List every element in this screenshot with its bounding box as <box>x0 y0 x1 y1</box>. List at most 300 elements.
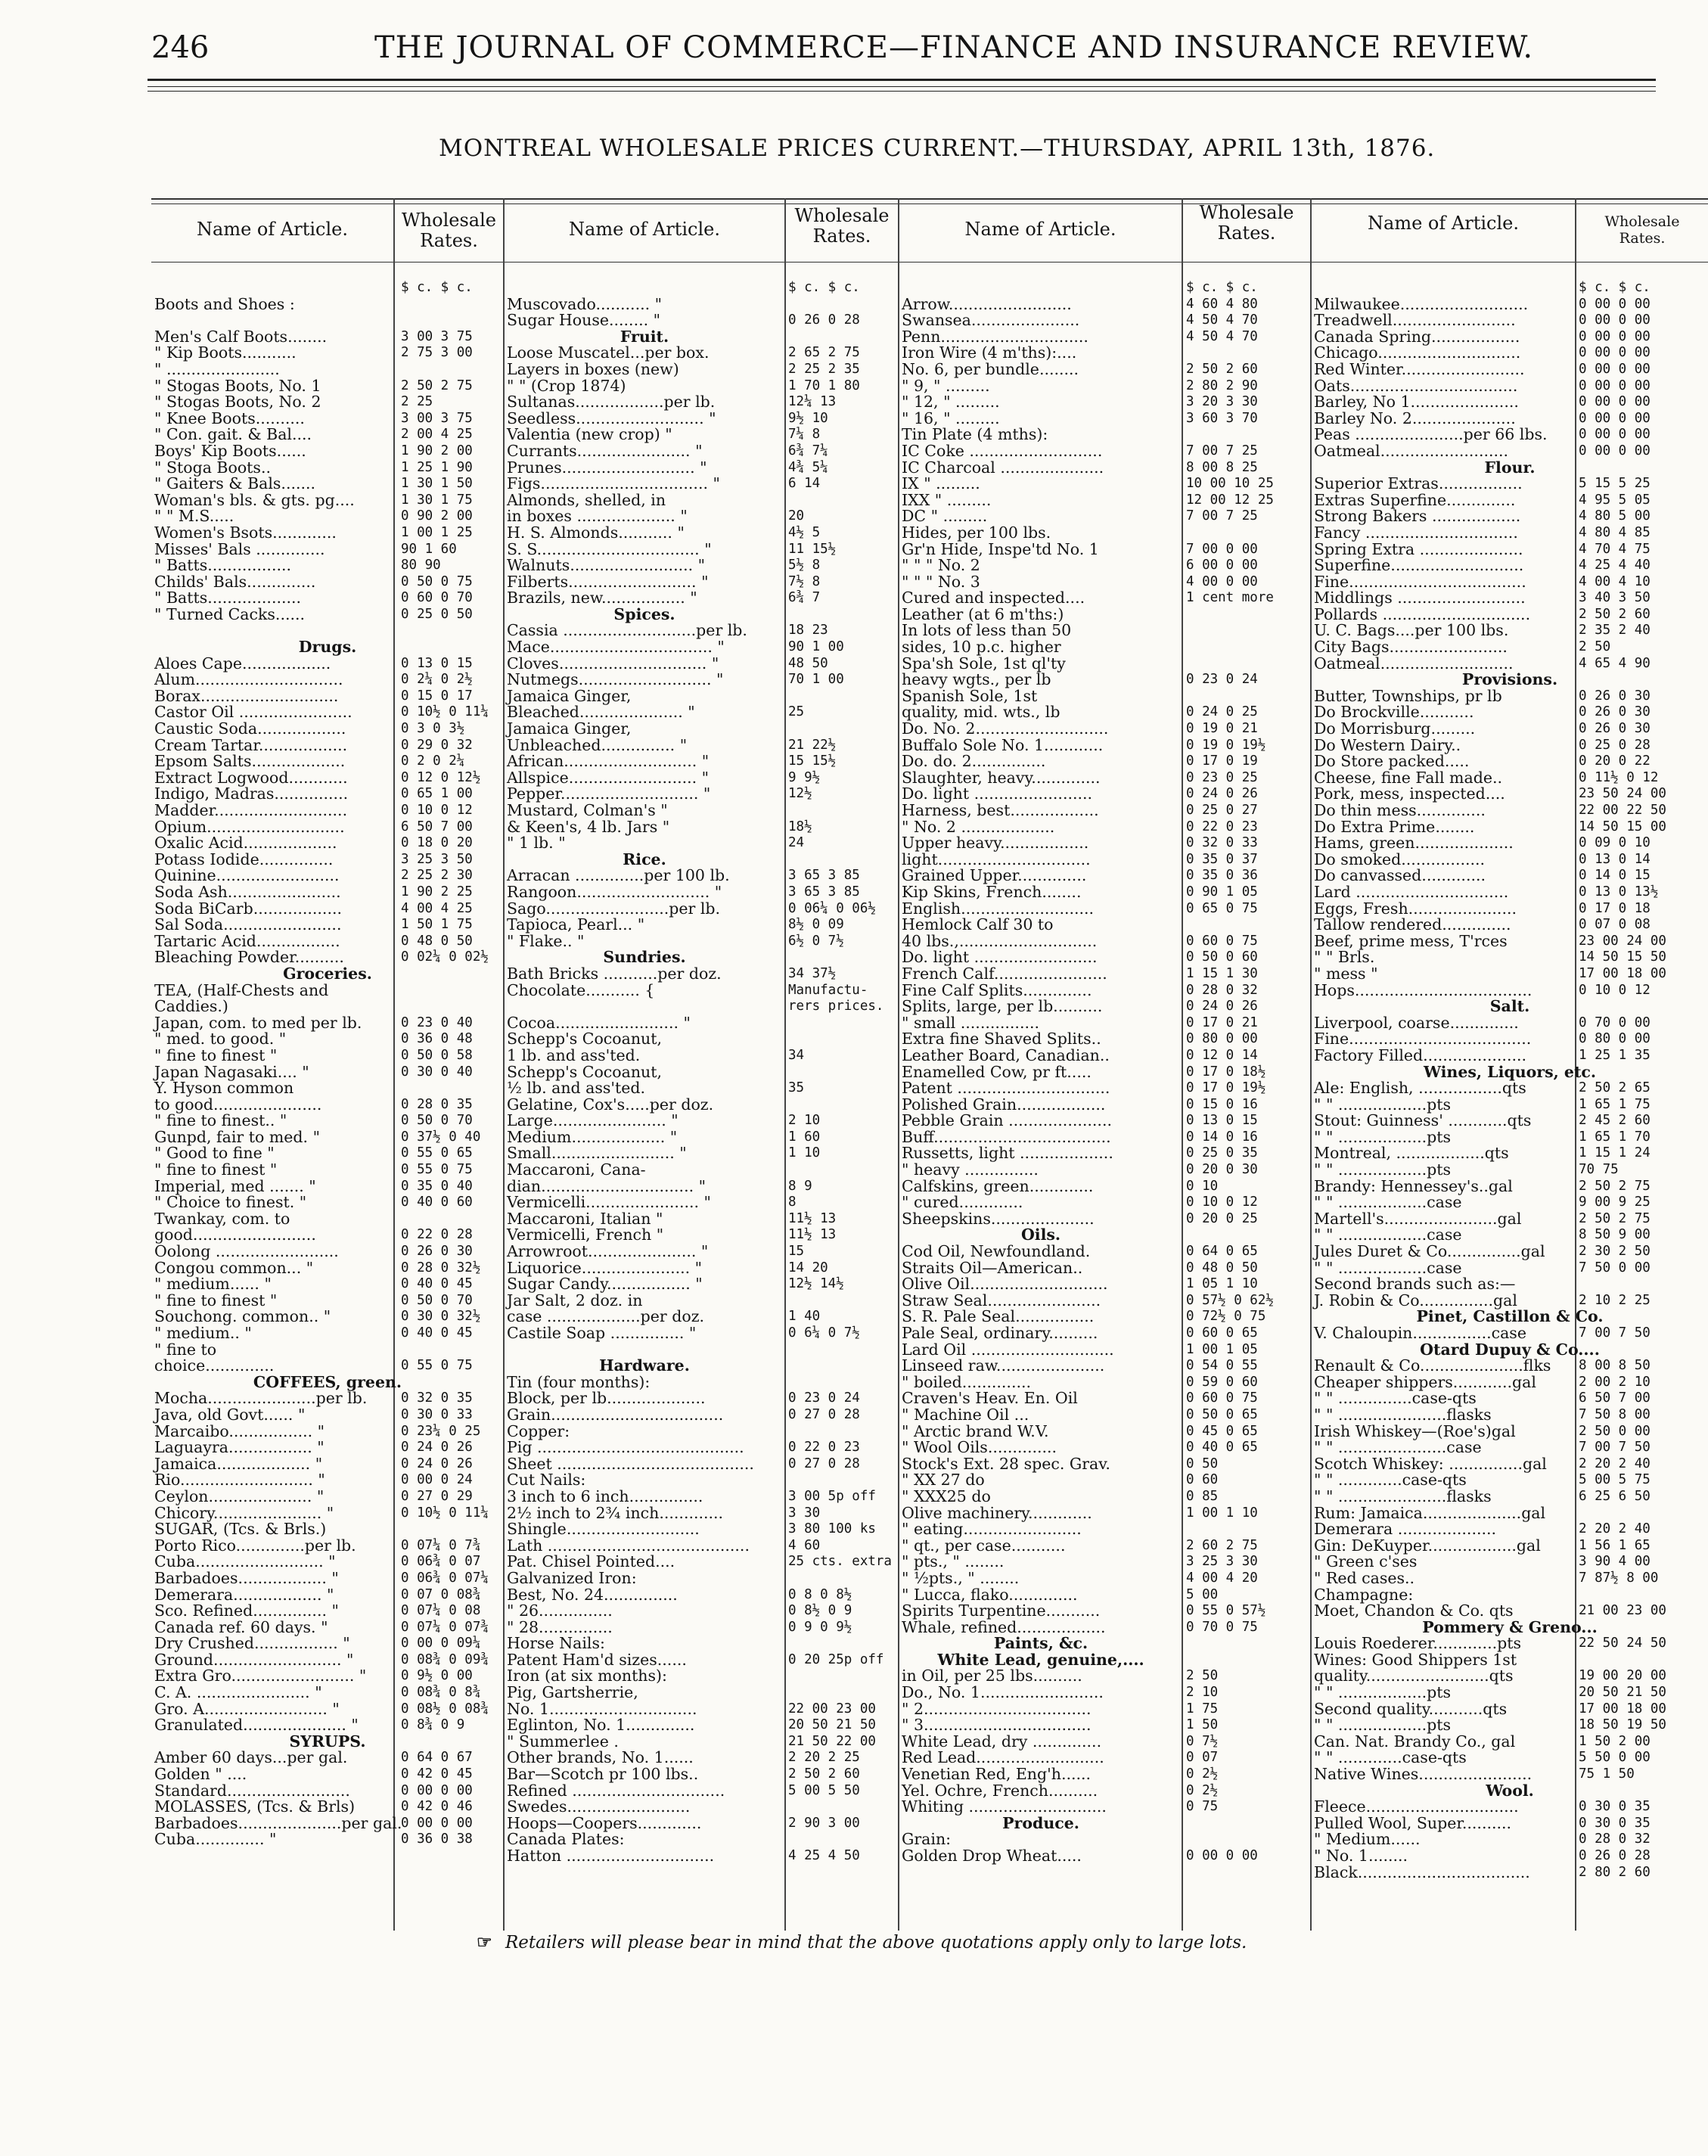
article-name: good......................... <box>154 1226 316 1244</box>
article-name: Childs' Bals.............. <box>154 572 316 591</box>
wholesale-rate: 22 00 22 50 <box>1579 803 1666 818</box>
price-row <box>154 1456 501 1473</box>
price-row <box>154 1129 501 1146</box>
article-name: & Keen's, 4 lb. Jars " <box>507 817 670 836</box>
wholesale-rate: 6 14 <box>788 476 821 492</box>
wholesale-rate: 0 00 0 00 <box>1186 1848 1258 1863</box>
article-name: " Kip Boots........... <box>154 343 297 362</box>
price-row <box>1314 329 1706 346</box>
price-row <box>507 638 844 657</box>
wholesale-rate: 0 25 0 28 <box>1579 737 1651 753</box>
col-divider <box>1310 198 1312 1931</box>
wholesale-rate: 1 50 <box>1186 1717 1219 1733</box>
article-name: " Arctic brand W.V. <box>902 1421 1049 1440</box>
wholesale-rate: 4 60 4 80 <box>1186 296 1258 312</box>
wholesale-rate: 0 08¾ 0 09¾ <box>401 1651 489 1667</box>
price-row <box>507 572 821 591</box>
price-row <box>507 1176 812 1195</box>
wholesale-rate: 4 70 4 75 <box>1579 541 1651 557</box>
price-row <box>507 1765 860 1784</box>
price-row <box>507 1097 782 1114</box>
article-name: " " ..................pts <box>1314 1160 1452 1179</box>
article-name: Misses' Bals .............. <box>154 539 325 558</box>
price-row <box>154 1064 501 1081</box>
article-name: Cassia ...........................per lb. <box>507 621 747 640</box>
wholesale-rate: 2 65 2 75 <box>788 345 860 361</box>
header-rule-thin <box>148 86 1656 87</box>
wholesale-rate: 0 48 0 50 <box>1186 1260 1258 1275</box>
article-name: Do. light ......................... <box>902 948 1098 967</box>
article-name: Quinine......................... <box>154 866 340 885</box>
wholesale-rate: 0 17 0 19 <box>1186 753 1258 769</box>
wholesale-rate: 0 35 0 36 <box>1186 868 1258 884</box>
price-row <box>1314 508 1706 525</box>
article-name: Cheaper shippers............gal <box>1314 1372 1536 1391</box>
wholesale-rate: 90 1 00 <box>788 639 844 655</box>
price-row <box>1314 1750 1706 1766</box>
article-name: Rice. <box>623 850 666 868</box>
wholesale-rate: 3 25 3 50 <box>401 851 473 867</box>
article-name: Fine.................................... <box>1314 572 1526 591</box>
footnote <box>477 1932 1247 1953</box>
wholesale-rate: 8 50 9 00 <box>1579 1227 1651 1243</box>
price-row <box>902 1781 1219 1800</box>
page-number: 246 <box>151 30 210 65</box>
article-name: Vermicelli, French " <box>507 1226 664 1244</box>
article-name: Lard ............................... <box>1314 882 1509 901</box>
wholesale-rate: 0 35 0 37 <box>1186 851 1258 867</box>
article-name: Canada ref. 60 days. " <box>154 1617 328 1636</box>
wholesale-rate: 1 10 <box>788 1145 821 1161</box>
article-name: Demerara .................... <box>1314 1520 1497 1539</box>
price-row <box>154 1293 501 1309</box>
price-row <box>902 980 1258 999</box>
article-name: Cured and inspected.... <box>902 589 1085 607</box>
price-row <box>902 1030 1258 1048</box>
wholesale-rate: 7 87½ 8 00 <box>1579 1570 1659 1586</box>
price-row <box>1314 1831 1706 1848</box>
price-row <box>902 1127 1258 1146</box>
wholesale-rate: 11 15½ <box>788 541 837 557</box>
price-row <box>902 834 1258 853</box>
wholesale-rate: 0 42 0 45 <box>401 1766 473 1782</box>
wholesale-rate: 4 25 4 40 <box>1579 558 1651 573</box>
article-name: " cured............. <box>902 1193 1023 1212</box>
price-row <box>902 1438 1258 1457</box>
price-row <box>1314 539 1706 558</box>
article-name: Bleaching Powder.......... <box>154 948 344 967</box>
price-row <box>507 1552 892 1571</box>
wholesale-rate: 0 14 0 15 <box>1579 868 1651 884</box>
price-row <box>507 1487 876 1505</box>
price-row <box>1314 819 1706 836</box>
article-name: SUGAR, (Tcs. & Brls.) <box>154 1520 327 1539</box>
price-row <box>154 819 501 836</box>
price-row <box>1314 917 1706 934</box>
article-name: Figs.................................. " <box>507 474 720 493</box>
article-name: sides, 10 p.c. higher <box>902 638 1061 657</box>
wholesale-rate: 0 65 0 75 <box>1186 900 1258 916</box>
price-row <box>154 1813 501 1832</box>
wholesale-rate: 3 00 5p off <box>788 1488 876 1504</box>
wholesale-rate: 0 13 0 14 <box>1579 851 1651 867</box>
article-name: Twankay, com. to <box>154 1209 290 1228</box>
wholesale-rate: 4 50 4 70 <box>1186 312 1258 328</box>
price-row <box>507 703 805 722</box>
wholesale-rate: 0 54 0 55 <box>1186 1358 1258 1374</box>
article-name: Fancy ............................... <box>1314 523 1518 542</box>
wholesale-rate: 0 50 0 60 <box>1186 949 1258 965</box>
price-row <box>1314 1701 1706 1718</box>
wholesale-rate: 0 90 2 00 <box>401 508 473 524</box>
article-name: Jamaica................... " <box>154 1454 323 1473</box>
price-row <box>1314 786 1706 803</box>
wholesale-rate: 80 90 <box>401 558 441 573</box>
price-row <box>902 1242 1258 1261</box>
wholesale-rate: 12 00 12 25 <box>1186 492 1274 508</box>
wholesale-rate: 0 50 0 65 <box>1186 1406 1258 1422</box>
price-row <box>902 866 1258 885</box>
wholesale-rate: 0 50 0 70 <box>401 1292 473 1308</box>
price-row <box>902 1585 1219 1604</box>
wholesale-rate: 21 22½ <box>788 737 837 753</box>
price-row <box>507 949 782 966</box>
price-row <box>1314 931 1706 950</box>
article-name: Boots and Shoes : <box>154 294 295 313</box>
wholesale-rate: 7¼ 8 <box>788 427 821 443</box>
article-name: Castile Soap ............... " <box>507 1324 697 1342</box>
price-row <box>1314 1176 1706 1195</box>
price-row <box>507 1847 860 1865</box>
article-name: Canada Plates: <box>507 1830 625 1849</box>
price-row <box>1314 1440 1706 1456</box>
price-row <box>902 441 1258 460</box>
price-row <box>507 1372 782 1391</box>
wholesale-rate: 0 72½ 0 75 <box>1186 1309 1266 1325</box>
wholesale-rate: 5 15 5 25 <box>1579 476 1651 492</box>
article-name: Walnuts......................... " <box>507 556 706 575</box>
price-row <box>902 1716 1219 1735</box>
price-row <box>507 688 782 705</box>
article-name: Drugs. <box>298 638 357 657</box>
price-row <box>902 1487 1219 1505</box>
wholesale-rate: 11½ 13 <box>788 1210 837 1226</box>
article-name: Wines: Good Shippers 1st <box>1314 1650 1517 1669</box>
wholesale-rate: 0 32 0 33 <box>1186 835 1258 851</box>
article-name: " medium...... " <box>154 1275 272 1294</box>
wholesale-rate: 12½ <box>788 786 812 802</box>
price-row <box>507 1831 782 1848</box>
wholesale-rate: 4 00 4 25 <box>401 900 473 916</box>
article-name: Jamaica Ginger, <box>507 719 632 738</box>
price-row <box>154 508 501 525</box>
article-name: Fine..................................... <box>1314 1030 1532 1048</box>
wholesale-rate: 2 25 <box>401 394 433 410</box>
price-row <box>154 1750 501 1766</box>
wholesale-rate: 70 1 00 <box>788 672 844 688</box>
price-row <box>1314 359 1706 378</box>
price-row <box>154 394 501 411</box>
price-row <box>1314 1358 1706 1375</box>
price-row <box>1314 394 1706 411</box>
price-row <box>1314 999 1706 1015</box>
price-row <box>1314 803 1706 819</box>
article-name: Do. light ........................ <box>902 784 1093 803</box>
price-row <box>507 1275 844 1294</box>
article-name: Scotch Whiskey: ...............gal <box>1314 1454 1547 1473</box>
price-row <box>507 589 821 607</box>
wholesale-rate: 2 50 2 60 <box>1186 361 1258 377</box>
wholesale-rate: 0 07 0 08¾ <box>401 1586 481 1602</box>
wholesale-rate: 18 23 <box>788 623 828 638</box>
wholesale-rate: 4½ 5 <box>788 524 821 540</box>
article-name: Eglinton, No. 1.............. <box>507 1716 695 1735</box>
price-row <box>1314 1113 1706 1129</box>
price-row <box>507 834 805 853</box>
price-row <box>1314 558 1706 574</box>
wholesale-rate: 0 22 0 23 <box>1186 819 1258 834</box>
wholesale-rate: 1 30 1 50 <box>401 476 473 492</box>
wholesale-rate: 8½ 0 09 <box>788 917 844 933</box>
price-row <box>1314 1636 1706 1652</box>
wholesale-rate: 4 50 4 70 <box>1186 328 1258 344</box>
price-row <box>1314 1813 1706 1832</box>
article-name: Peas ......................per 66 lbs. <box>1314 425 1548 444</box>
article-name: Spring Extra ..................... <box>1314 539 1523 558</box>
article-name: Linseed raw...................... <box>902 1356 1105 1375</box>
price-row <box>1314 1260 1706 1277</box>
article-name: Hemlock Calf 30 to <box>902 915 1054 934</box>
wholesale-rate: 0 26 0 30 <box>1579 704 1651 720</box>
price-row <box>902 997 1258 1016</box>
wholesale-rate: 0 07¼ 0 07¾ <box>401 1619 489 1635</box>
article-name: " " .............case-qts <box>1314 1471 1467 1490</box>
price-row <box>507 931 844 950</box>
price-row <box>1314 1325 1706 1342</box>
article-name: Second quality...........qts <box>1314 1699 1508 1718</box>
wholesale-rate: 2 80 2 90 <box>1186 377 1258 393</box>
article-name: Oxalic Acid................... <box>154 834 337 853</box>
price-row <box>1314 672 1706 688</box>
wholesale-rate: 7 00 7 50 <box>1579 1325 1651 1341</box>
price-row <box>902 817 1258 836</box>
article-name: " " ......................case <box>1314 1438 1482 1457</box>
wholesale-rate: 0 13 0 15 <box>401 655 473 671</box>
price-row <box>902 1144 1258 1163</box>
article-name: Soda Ash....................... <box>154 882 341 901</box>
price-row <box>1314 1652 1706 1669</box>
wholesale-rate: 0 59 0 60 <box>1186 1374 1258 1390</box>
article-name: Wool. <box>1486 1781 1534 1800</box>
article-name: Soda BiCarb.................. <box>154 899 342 918</box>
price-row <box>902 1471 1219 1490</box>
price-row <box>507 1668 782 1685</box>
wholesale-rate: 48 50 <box>788 655 828 671</box>
wholesale-rate: 0 60 0 70 <box>401 590 473 606</box>
article-name: Rio........................... " <box>154 1471 325 1490</box>
article-name: Do canvassed............. <box>1314 866 1486 885</box>
wholesale-rate: 2 10 <box>788 1113 821 1129</box>
wholesale-rate: 22 00 23 00 <box>788 1701 876 1716</box>
price-row <box>507 1570 782 1587</box>
article-name: Sheet ........................................ <box>507 1454 754 1473</box>
price-row <box>902 948 1258 967</box>
article-name: " XX 27 do <box>902 1471 985 1490</box>
price-row <box>507 915 844 934</box>
article-name: Hops.................................... <box>1314 980 1533 999</box>
article-name: Pommery & Greno... <box>1422 1617 1598 1636</box>
wholesale-rate: 2 80 2 60 <box>1579 1864 1651 1880</box>
article-name: " 9, " ......... <box>902 376 990 395</box>
price-row <box>507 1226 837 1244</box>
wholesale-rate: 2 20 2 40 <box>1579 1521 1651 1537</box>
wholesale-rate: 0 35 0 40 <box>401 1178 473 1194</box>
article-name: Stout: Guinness' ............qts <box>1314 1111 1532 1130</box>
article-name: Loose Muscatel...per box. <box>507 343 710 362</box>
article-name: Produce. <box>1002 1813 1079 1832</box>
article-name: MOLASSES, (Tcs. & Brls) <box>154 1797 356 1816</box>
price-row <box>154 1701 501 1718</box>
article-name: Refined ............................... <box>507 1781 725 1800</box>
article-name: Muscovado........... " <box>507 294 663 313</box>
article-name: Swedes......................... <box>507 1797 691 1816</box>
wholesale-rate: 4 00 0 00 <box>1186 573 1258 589</box>
wholesale-rate: 7 00 7 50 <box>1579 1440 1651 1455</box>
article-name: Dry Crushed................. " <box>154 1634 350 1653</box>
article-name: Pepper............................ " <box>507 784 711 803</box>
wholesale-rate: 0 23 0 25 <box>1186 769 1258 785</box>
article-name: " " (Crop 1874) <box>507 376 626 395</box>
price-row <box>1314 949 1706 966</box>
article-name: Fine Calf Splits.............. <box>902 980 1092 999</box>
article-name: Potass Iodide............... <box>154 850 334 868</box>
article-name: Standard......................... <box>154 1781 350 1800</box>
price-row <box>507 1258 828 1277</box>
price-row <box>507 852 782 868</box>
price-row <box>902 359 1258 378</box>
article-name: in Oil, per 25 lbs.......... <box>902 1667 1082 1685</box>
wholesale-rate: 0 42 0 46 <box>401 1799 473 1815</box>
article-name: Splits, large, per lb.......... <box>902 997 1103 1016</box>
price-row <box>507 1293 782 1309</box>
price-row <box>507 343 860 362</box>
wholesale-rate: 0 29 0 32 <box>401 737 473 753</box>
price-row <box>1314 1211 1706 1228</box>
price-row <box>507 1601 852 1620</box>
price-row <box>1314 721 1706 738</box>
article-name: " Batts................... <box>154 589 302 607</box>
price-row <box>154 704 501 721</box>
wholesale-rate: 3 40 3 50 <box>1579 590 1651 606</box>
col-header-name: Name of Article. <box>197 219 348 240</box>
price-row <box>902 899 1258 918</box>
price-row <box>1314 1407 1706 1424</box>
article-name: Java, old Govt...... " <box>154 1405 306 1424</box>
article-name: Jules Duret & Co...............gal <box>1314 1242 1545 1261</box>
wholesale-rate: 15 <box>788 1244 805 1260</box>
wholesale-rate: 0 17 0 18 <box>1579 900 1651 916</box>
article-name: Granulated..................... " <box>154 1716 359 1735</box>
price-row <box>154 1194 501 1211</box>
price-row <box>507 425 821 444</box>
wholesale-rate: 22 50 24 50 <box>1579 1636 1666 1651</box>
price-row <box>154 1045 501 1064</box>
price-row <box>1314 1505 1706 1522</box>
wholesale-rate: 0 17 0 18½ <box>1186 1064 1266 1080</box>
wholesale-rate: 20 50 21 50 <box>788 1717 876 1733</box>
price-row <box>902 752 1258 771</box>
wholesale-rate: 0 24 0 26 <box>1186 786 1258 802</box>
wholesale-rate: 2 20 2 25 <box>788 1750 860 1766</box>
price-row <box>902 507 1258 526</box>
wholesale-rate: 1 00 1 25 <box>401 524 473 540</box>
article-name: " Green c'ses <box>1314 1552 1418 1571</box>
wholesale-rate: 0 90 1 05 <box>1186 884 1258 899</box>
price-row <box>507 1650 884 1669</box>
price-row <box>507 980 868 999</box>
article-name: Penn.............................. <box>902 327 1088 346</box>
article-name: to good...................... <box>154 1095 322 1114</box>
wholesale-rate: 0 25 0 27 <box>1186 803 1258 818</box>
article-name: Bleached..................... " <box>507 703 695 722</box>
article-name: Pollards .............................. <box>1314 604 1531 623</box>
wholesale-rate: 2 10 <box>1186 1685 1219 1701</box>
price-row <box>507 803 782 819</box>
article-name: Superior Extras................. <box>1314 474 1523 493</box>
price-row <box>154 574 501 591</box>
wholesale-rate: 0 64 0 67 <box>401 1750 473 1766</box>
article-name: Sultanas..................per lb. <box>507 393 716 412</box>
price-row <box>1314 1717 1706 1734</box>
wholesale-rate: 0 55 0 75 <box>401 1358 473 1374</box>
wholesale-rate: 1 65 1 70 <box>1579 1129 1651 1145</box>
price-row <box>507 556 821 575</box>
footnote-text: Retailers will please bear in mind that the above quotations apply only to large lots. <box>505 1933 1247 1953</box>
wholesale-rate: 4 00 4 20 <box>1186 1570 1258 1586</box>
article-name: in boxes .................... " <box>507 507 688 526</box>
price-row <box>902 1275 1258 1294</box>
article-name: Tin Plate (4 mths): <box>902 425 1048 444</box>
price-row <box>507 1781 860 1800</box>
article-name: Flour. <box>1484 458 1536 477</box>
article-name: Oats.................................. <box>1314 376 1518 395</box>
wholesale-rate: 0 08¾ 0 8¾ <box>401 1685 481 1701</box>
col-header-name: Name of Article. <box>1368 213 1519 234</box>
price-row <box>154 427 501 443</box>
price-row <box>902 427 1180 443</box>
article-name: Imperial, med ....... " <box>154 1176 316 1195</box>
price-row <box>902 556 1258 575</box>
article-name: " Lucca, flako.............. <box>902 1585 1078 1604</box>
wholesale-rate: 0 23 0 24 <box>1186 672 1258 688</box>
price-row <box>902 703 1258 722</box>
article-name: " " ...............case-qts <box>1314 1389 1477 1408</box>
price-row <box>507 1111 821 1130</box>
article-name: Copper: <box>507 1421 570 1440</box>
article-name: Cheese, fine Fall made.. <box>1314 768 1502 787</box>
price-row <box>1314 1783 1706 1800</box>
price-row <box>154 770 501 787</box>
article-name: Golden " .... <box>154 1765 247 1784</box>
price-row <box>507 1636 782 1652</box>
article-name: Craven's Heav. En. Oil <box>902 1389 1078 1408</box>
col-header-name: Name of Article. <box>569 219 720 240</box>
article-name: Montreal, ..................qts <box>1314 1144 1509 1163</box>
wholesale-rate: 0 10 0 12 <box>401 803 473 818</box>
article-name: quality, mid. wts., lb <box>902 703 1061 722</box>
article-name: Black................................... <box>1314 1862 1530 1881</box>
price-row <box>507 1438 860 1457</box>
